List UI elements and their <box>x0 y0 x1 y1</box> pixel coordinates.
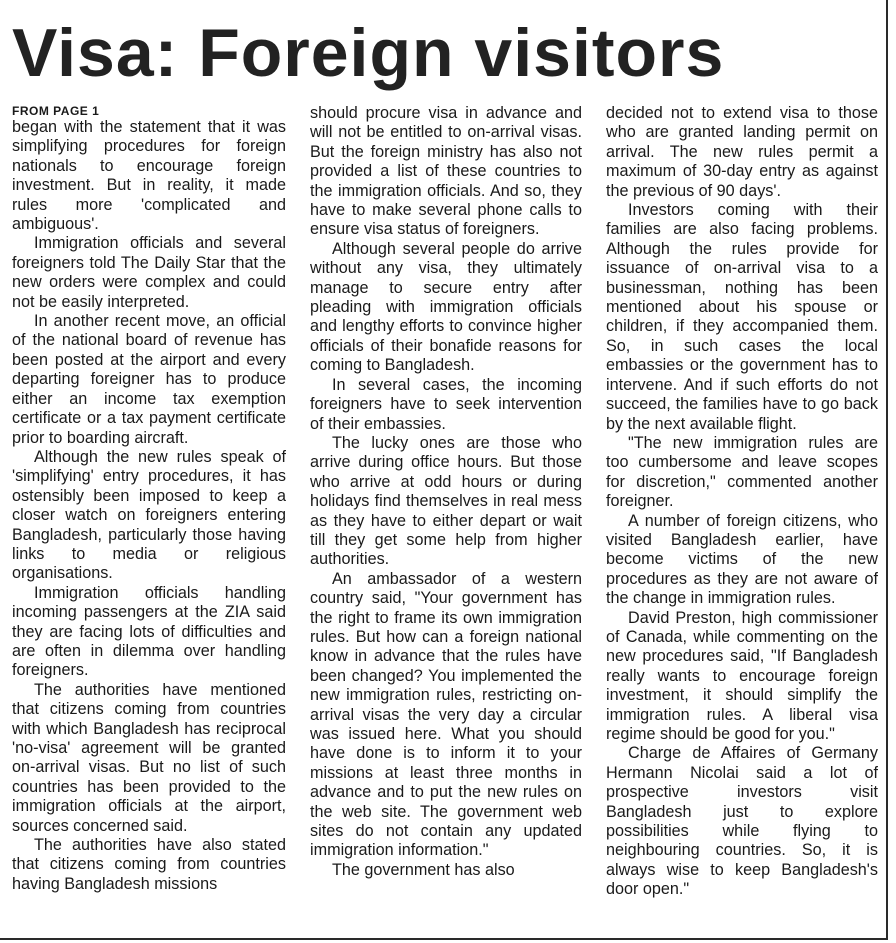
paragraph: Immigration officials and several foreigners told The Daily Star that the new orders were complex and could not be easily interpreted. <box>12 234 286 311</box>
article-column-2 <box>310 104 582 936</box>
paragraph: A number of foreign citizens, who visited Bangladesh earlier, have become victims of the new procedures as they are not aware of the change in immigration rules. <box>606 511 878 608</box>
paragraph: should procure visa in advance and will not be entitled to on-arrival visas. But the foreign ministry has also not provided a list of these countries to the immigration officials. And so, they have to make several phone calls to ensure visa status of foreigners. <box>310 104 582 239</box>
paragraph: The lucky ones are those who arrive during office hours. But those who arrive at odd hours or during holidays find themselves in real mess as they have to either depart or wait till they get some help from higher authorities. <box>310 433 582 569</box>
paragraph: began with the statement that it was simplifying procedures for foreign nationals to encourage foreign investment. But in reality, it made rules more 'complicated and ambiguous'. <box>12 118 286 234</box>
paragraph: "The new immigration rules are too cumbersome and leave scopes for discretion," commented another foreigner. <box>606 433 878 511</box>
paragraph: David Preston, high commissioner of Canada, while commenting on the new procedures said, "If Bangladesh really wants to encourage foreign investment, it should simplify the immigration rules. A liberal visa regime should be good for you." <box>606 608 878 743</box>
paragraph: Investors coming with their families are also facing problems. Although the rules provide for issuance of on-arrival visa to a businessman, nothing has been mentioned about his spouse or children, if they accompanied them. So, in such cases the local embassies or the government has to intervene. And if such efforts do not succeed, the families have to go back by the next available flight. <box>606 201 878 433</box>
paragraph: In several cases, the incoming foreigners have to seek intervention of their embassies. <box>310 375 582 433</box>
headline: Visa: Foreign visitors <box>12 15 725 91</box>
paragraph: Although the new rules speak of 'simplifying' entry procedures, it has ostensibly been imposed to keep a closer watch on foreigners entering Bangladesh, particularly those having links to media or religious organisations. <box>12 447 286 583</box>
paragraph: The authorities have mentioned that citizens coming from countries with which Bangladesh has reciprocal 'no-visa' agreement will be granted on-arrival visas. But no list of such countries has been provided to the immigration officials at the airport, sources concerned said. <box>12 680 286 835</box>
jump-label: FROM PAGE 1 <box>12 104 100 118</box>
paragraph: The government has also <box>332 860 515 879</box>
paragraph: An ambassador of a western country said, "Your government has the right to frame its own immigration rules. But how can a foreign national know in advance that the rules have been changed? You implemented the new immigration rules, restricting on-arrival visas the very day a circular was issued here. What you should have done is to inform it to your missions at least three months in advance and to put the new rules on the web site. The government web sites do not contain any updated immigration information." <box>310 569 582 860</box>
paragraph: Charge de Affaires of Germany Hermann Nicolai said a lot of prospective investors visit Bangladesh just to explore possibilities while flying to neighbouring countries. So, it is always wise to keep Bangladesh's door open." <box>606 744 878 899</box>
paragraph: Immigration officials handling incoming passengers at the ZIA said they are facing lots of difficulties and are often in dilemma over handling foreigners. <box>12 583 286 680</box>
paragraph: Although several people do arrive without any visa, they ultimately manage to secure entry after pleading with immigration officials and lengthy efforts to convince higher officials of their bonafide reasons for coming to Bangladesh. <box>310 239 582 375</box>
paragraph: In another recent move, an official of the national board of revenue has been posted at the airport and every departing foreigner has to produce either an income tax exemption certificate or a tax payment certificate prior to boarding aircraft. <box>12 312 286 447</box>
article-column-1 <box>12 104 286 936</box>
paragraph: decided not to extend visa to those who are granted landing permit on arrival. The new rules permit a maximum of 30-day entry as against the previous of 90 days'. <box>606 104 878 200</box>
article-column-3 <box>606 104 878 936</box>
paragraph: The authorities have also stated that citizens coming from countries having Bangladesh missions <box>12 836 286 893</box>
